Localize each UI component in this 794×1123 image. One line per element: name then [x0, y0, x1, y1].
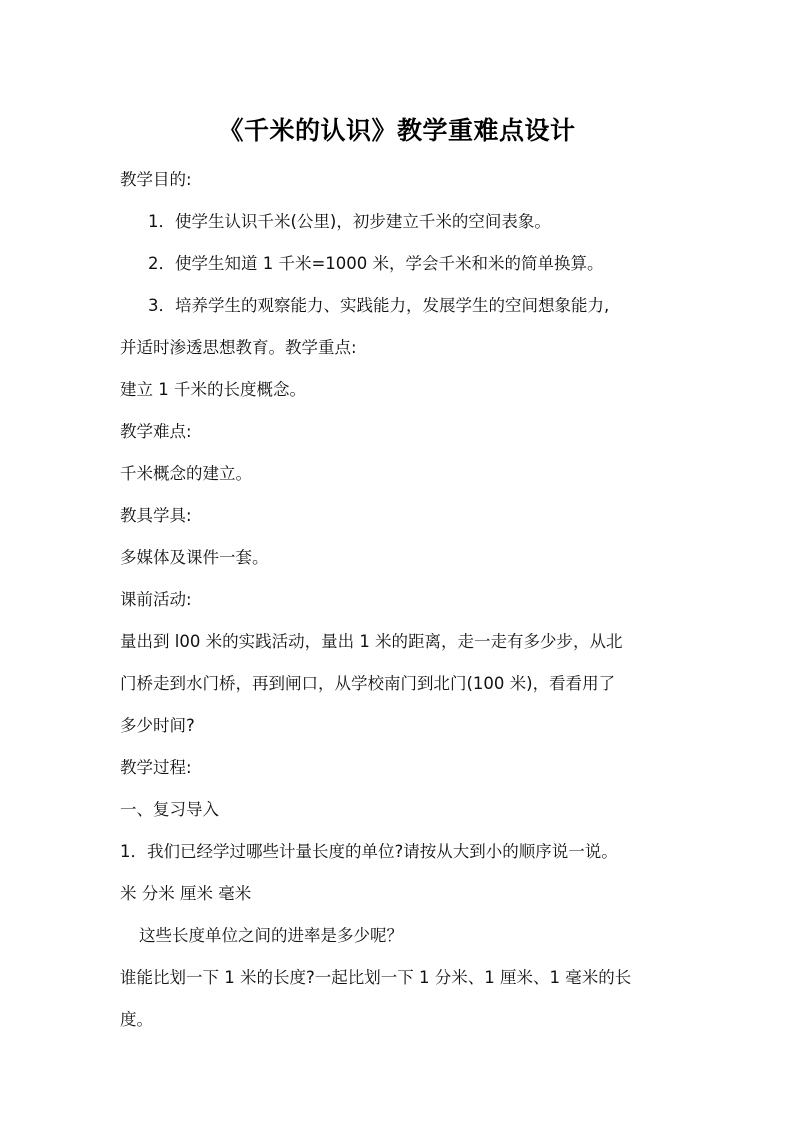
paragraph-materials: 多媒体及课件一套。: [120, 548, 269, 567]
paragraph-gesture-1: 谁能比划一下 1 米的长度?一起比划一下 1 分米、1 厘米、1 毫米的长: [120, 968, 632, 987]
paragraph-gesture-2: 度。: [120, 1010, 153, 1029]
paragraph-length-units: 米 分米 厘米 毫米: [120, 884, 252, 903]
paragraph-materials-heading: 教具学具:: [120, 506, 192, 525]
paragraph-difficulty: 千米概念的建立。: [120, 464, 252, 483]
paragraph-goal-3-continued: 并适时渗透思想教育。教学重点:: [120, 338, 357, 357]
paragraph-pre-class-3: 多少时间?: [120, 716, 195, 735]
paragraph-key-point: 建立 1 千米的长度概念。: [120, 380, 306, 399]
section-review-heading: 一、复习导入: [120, 800, 219, 819]
document-title: 《千米的认识》教学重难点设计: [218, 116, 576, 145]
paragraph-goal-2: 2．使学生知道 1 千米=1000 米，学会千米和米的简单换算。: [148, 254, 604, 273]
paragraph-pre-class-2: 门桥走到水门桥，再到闸口，从学校南门到北门(100 米)，看看用了: [120, 674, 616, 693]
paragraph-goal-1: 1．使学生认识千米(公里)，初步建立千米的空间表象。: [148, 212, 551, 231]
paragraph-teaching-goals-heading: 教学目的:: [120, 170, 192, 189]
paragraph-pre-class-1: 量出到 l00 米的实践活动，量出 1 米的距离，走一走有多少步，从北: [120, 632, 623, 651]
paragraph-question-1: 1．我们已经学过哪些计量长度的单位?请按从大到小的顺序说一说。: [120, 842, 618, 861]
paragraph-process-heading: 教学过程:: [120, 758, 192, 777]
paragraph-unit-rates: 这些长度单位之间的进率是多少呢？: [139, 926, 403, 945]
paragraph-pre-class-heading: 课前活动:: [120, 590, 192, 609]
paragraph-difficulty-heading: 教学难点:: [120, 422, 192, 441]
paragraph-goal-3: 3．培养学生的观察能力、实践能力，发展学生的空间想象能力,: [148, 296, 610, 315]
